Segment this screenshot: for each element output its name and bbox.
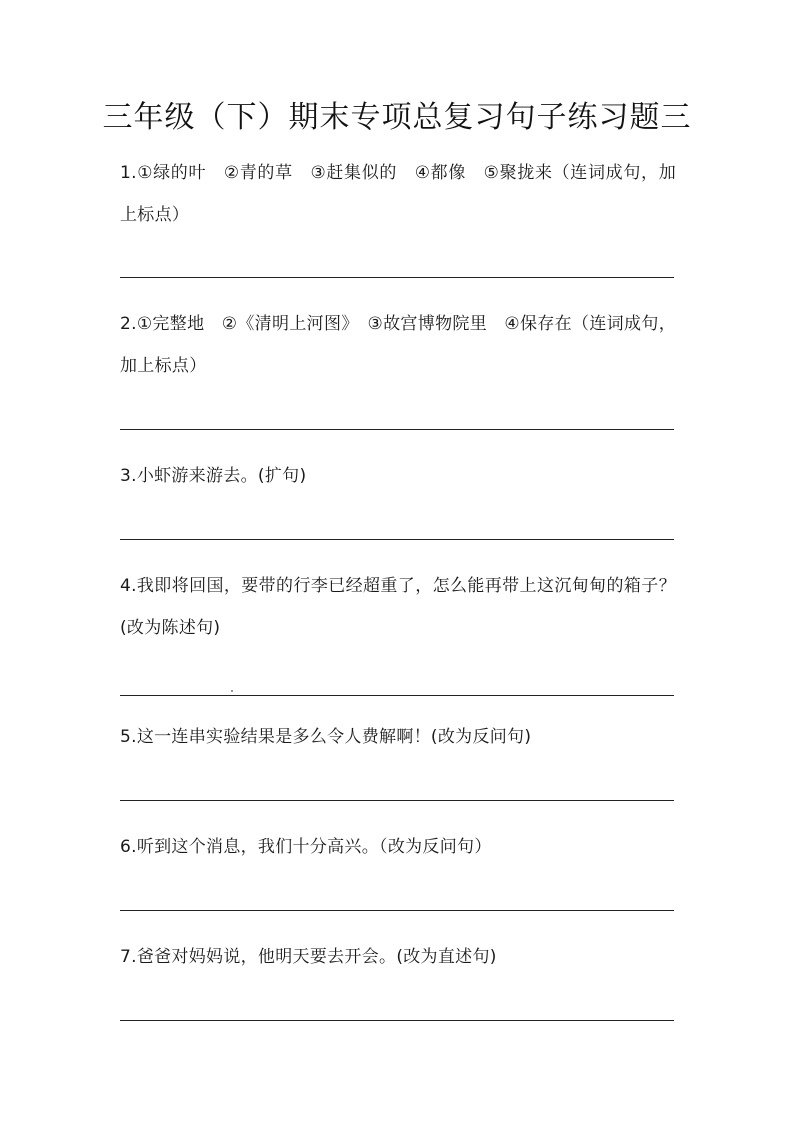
question-7: 7.爸爸对妈妈说，他明天要去开会。(改为直述句) [120, 947, 497, 967]
answer-line-5[interactable] [120, 800, 674, 801]
question-6: 6.听到这个消息，我们十分高兴。（改为反问句） [120, 837, 492, 857]
worksheet-title: 三年级（下）期末专项总复习句子练习题三 [102, 100, 692, 135]
answer-line-2[interactable] [120, 429, 674, 430]
answer-line-4[interactable] [120, 695, 674, 696]
answer-line-7[interactable] [120, 1020, 674, 1021]
question-2: 2.①完整地 ②《清明上河图》 ③故宫博物院里 ④保存在（连词成句，加上标点） [120, 314, 676, 376]
stray-dot [231, 690, 233, 692]
answer-line-3[interactable] [120, 539, 674, 540]
question-4: 4.我即将回国，要带的行李已经超重了，怎么能再带上这沉甸甸的箱子？(改为陈述句) [120, 576, 676, 638]
question-1: 1.①绿的叶 ②青的草 ③赶集似的 ④都像 ⑤聚拢来（连词成句，加上标点） [120, 163, 676, 225]
answer-line-6[interactable] [120, 910, 674, 911]
answer-line-1[interactable] [120, 277, 674, 278]
question-3: 3.小虾游来游去。(扩句) [120, 466, 307, 486]
question-5: 5.这一连串实验结果是多么令人费解啊！(改为反问句) [120, 727, 532, 747]
